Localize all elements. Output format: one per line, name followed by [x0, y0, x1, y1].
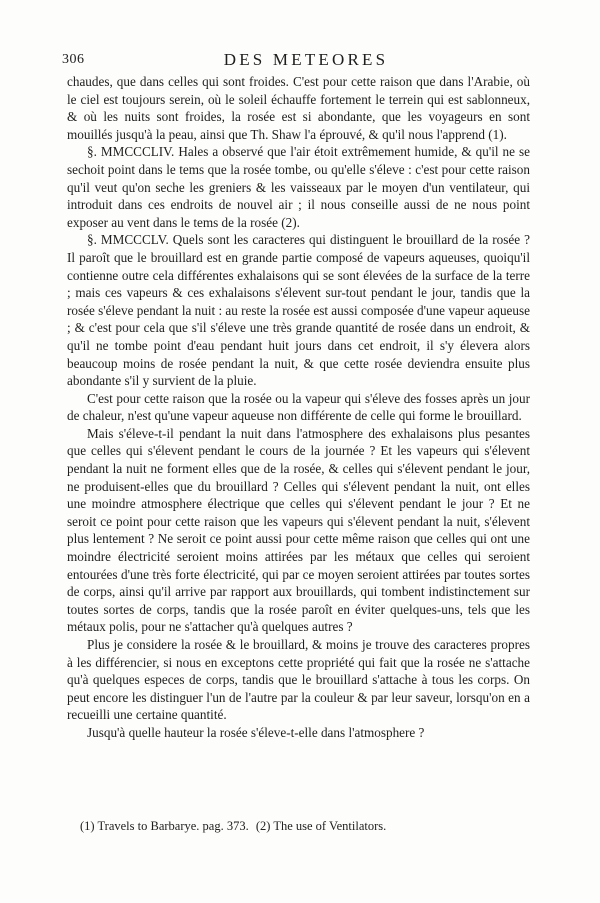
paragraph: §. MMCCCLV. Quels sont les caracteres qui distinguent le brouillard de la rosée ? Il paroît que le brouillard est en grande partie composé de vapeurs aqueuses, quoiqu'il contienne outre cela différentes exhalaisons qui se sont élevées de la surface de la terre ; mais ces vapeurs & ces exhalaisons s'élevent sur-tout pendant le jour, tandis que la rosée s'éleve pendant la nuit : au reste la rosée est aussi composée d'une vapeur aqueuse ; & c'est pour cela que s'il s'éleve une très grande quantité de rosée dans un endroit, & qu'il ne tombe point d'eau pendant huit jours dans cet endroit, il s'y élevera alors beaucoup moins de rosée pendant la nuit, & que cette rosée deviendra ensuite plus abondante s'il y survient de la pluie.	[67, 232, 530, 389]
paragraph: §. MMCCCLIV. Hales a observé que l'air étoit extrêmement humide, & qu'il ne se sechoit point dans le tems que la rosée tombe, ou qu'elle s'éleve : c'est pour cette raison qu'il veut qu'on seche les greniers & les vaisseaux par le moyen d'un ventilateur, qui introduit dans ces endroits de nouvel air ; il nous conseille aussi de ne nous point exposer au vent dans le tems de la rosée (2).	[67, 144, 530, 230]
body-text	[67, 73, 530, 742]
footnote-2: (2) The use of Ventilators.	[255, 819, 387, 833]
paragraph: C'est pour cette raison que la rosée ou la vapeur qui s'éleve des fosses après un jour de chaleur, n'est qu'une vapeur aqueuse non différente de celle qui forme le brouillard.	[67, 390, 530, 424]
page-header	[62, 52, 550, 72]
footnote-1: (1) Travels to Barbarye. pag. 373.	[80, 819, 249, 833]
paragraph: Mais s'éleve-t-il pendant la nuit dans l'atmosphere des exhalaisons plus pesantes que celles qui s'élevent pendant le cours de la journée ? Et les vapeurs qui s'élevent pendant la nuit ne forment elles que de la rosée, & celles qui s'élevent pendant le jour, ne produisent-elles que du brouillard ? Celles qui s'élevent pendant la nuit, ont elles une moindre atmosphere électrique que celles qui s'élevent pendant le jour ? Et ne seroit ce point pour cette raison que les vapeurs qui s'élevent pendant la nuit, s'élevent plus lentement ? Ne seroit ce point aussi pour cette même raison que celles qui ont une moindre électricité seroient moins attirées par les métaux que celles qui seroient entourées d'une très forte électricité, qui par ce moyen seroient attirées par toutes sortes de corps, ainsi qu'il arrive par rapport aux brouillards, qui tombent indistinctement sur toutes sortes de corps, tandis que la rosée paroît en éviter quelques-uns, tels que les métaux polis, pour ne s'attacher qu'à quelques autres ?	[67, 425, 530, 635]
paragraph: Jusqu'à quelle hauteur la rosée s'éleve-t-elle dans l'atmosphere ?	[87, 724, 425, 740]
page-number: 306	[62, 52, 85, 67]
running-title: DES METEORES	[223, 50, 389, 69]
footnotes	[80, 818, 530, 834]
paragraph: Plus je considere la rosée & le brouillard, & moins je trouve des caracteres propres à les différencier, si nous en exceptons cette propriété qui fait que la rosée ne s'attache qu'à quelques especes de corps, tandis que le brouillard s'attache à tous les corps. On peut encore les distinguer l'un de l'autre par la couleur & par leur saveur, lorsqu'on en a recueilli une certaine quantité.	[67, 637, 530, 723]
paragraph: chaudes, que dans celles qui sont froides. C'est pour cette raison que dans l'Arabie, où le ciel est toujours serein, où le soleil échauffe fortement le terrein qui est sablonneux, & où les nuits sont froides, la rosée est si abondante, que les voyageurs en sont mouillés jusqu'à la peau, ainsi que Th. Shaw l'a éprouvé, & qu'il nous l'apprend (1).	[67, 74, 530, 142]
